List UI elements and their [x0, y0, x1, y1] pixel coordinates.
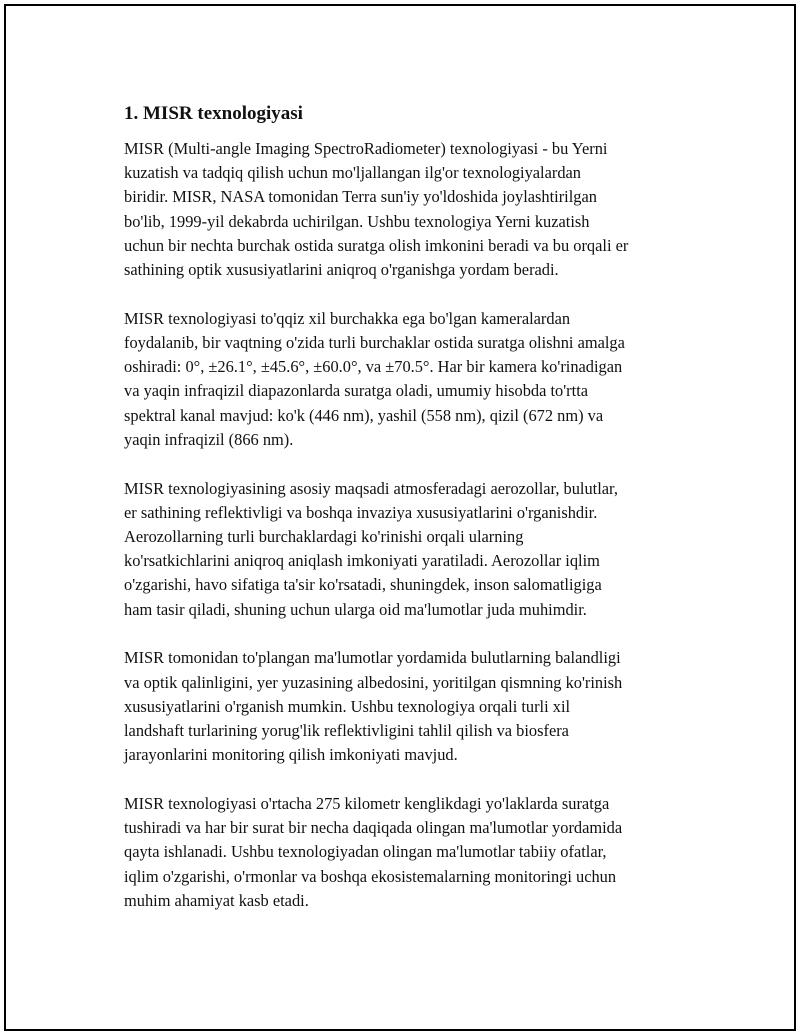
section-title: 1. MISR texnologiyasi: [124, 103, 303, 124]
paragraph-misr-intro: MISR (Multi-angle Imaging SpectroRadiometer) texnologiyasi - bu Yerni kuzatish va tadqiq qilish uchun mo'ljallangan ilg'or texnologiyalardan biridir. MISR, NASA tomonidan Terra sun'iy yo'ldoshida joylashtirilgan bo'lib, 1999-yil dekabrda uchirilgan. Ushbu texnologiya Yerni kuzatish uchun bir nechta burchak ostida suratga olish imkonini beradi va bu orqali er sathining optik xususiyatlarini aniqroq o'rganishga yordam beradi.: [124, 139, 629, 280]
paragraph-swath: MISR texnologiyasi o'rtacha 275 kilometr kenglikdagi yo'laklarda suratga tushiradi va har bir surat bir necha daqiqada olingan ma'lumotlar yordamida qayta ishlanadi. Ushbu texnologiyadan olingan ma'lumotlar tabiiy ofatlar, iqlim o'zgarishi, o'rmonlar va boshqa ekosistemalarning monitoringi uchun muhim ahamiyat kasb etadi.: [124, 794, 623, 910]
paragraph-clouds: MISR tomonidan to'plangan ma'lumotlar yordamida bulutlarning balandligi va optik qalinligini, yer yuzasining albedosini, yoritilgan qismning ko'rinish xususiyatlarini o'rganish mumkin. Ushbu texnologiya orqali turli xil landshaft turlarining yorug'lik reflektivligini tahlil qilish va biosfera jarayonlarini monitoring qilish imkoniyati mavjud.: [124, 648, 623, 765]
paragraph-cameras: MISR texnologiyasi to'qqiz xil burchakka ega bo'lgan kameralardan foydalanib, bir vaqtning o'zida turli burchaklar ostida suratga olishni amalga oshiradi: 0°, ±26.1°, ±45.6°, ±60.0°, va ±70.5°. Har bir kamera ko'rinadigan va yaqin infraqizil diapazonlarda suratga oladi, umumiy hisobda to'rtta spektral kanal mavjud: ko'k (446 nm), yashil (558 nm), qizil (672 nm) va yaqin infraqizil (866 nm).: [124, 308, 625, 449]
paragraph-aerosols: MISR texnologiyasining asosiy maqsadi atmosferadagi aerozollar, bulutlar, er sathining reflektivligi va boshqa invaziya xususiyatlarini o'rganishdir. Aerozollarning turli burchaklardagi ko'rinishi orqali ularning ko'rsatkichlarini aniqroq aniqlash imkoniyati yaratiladi. Aerozollar iqlim o'zgarishi, havo sifatiga ta'sir ko'rsatadi, shuningdek, inson salomatligiga ham tasir qiladi, shuning uchun ularga oid ma'lumotlar juda muhimdir.: [124, 478, 618, 619]
page-frame: [4, 4, 796, 1031]
document-content: [124, 102, 696, 938]
